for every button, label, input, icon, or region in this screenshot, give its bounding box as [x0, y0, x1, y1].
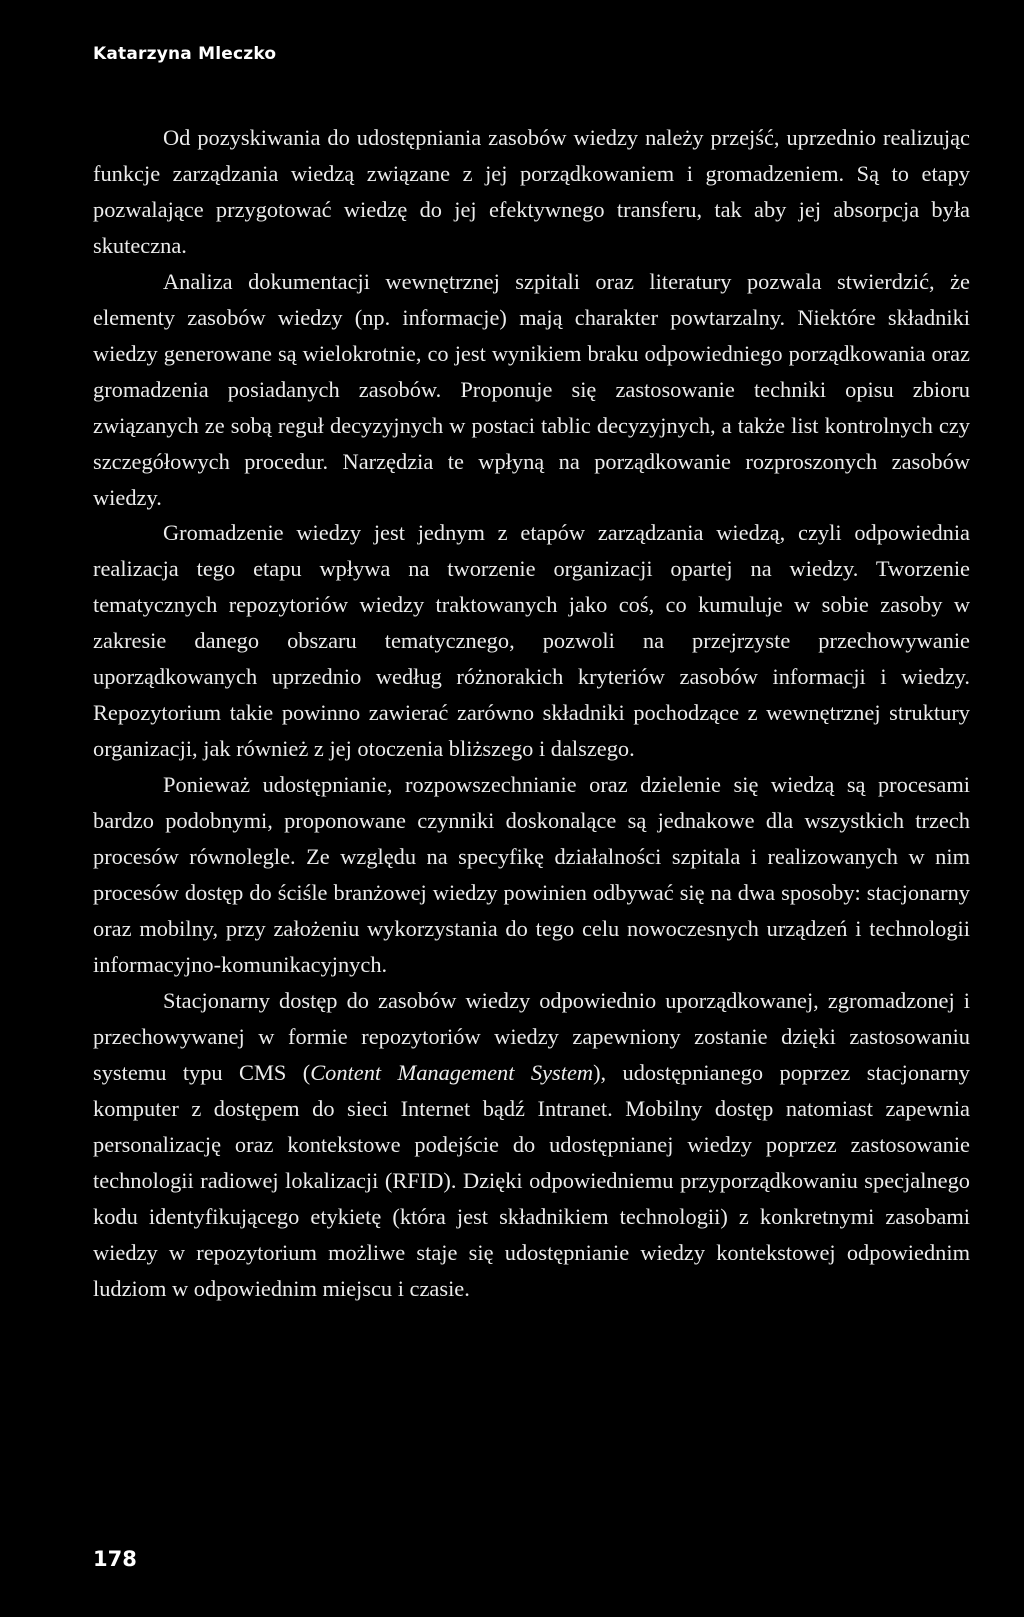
paragraph-5-text-after: ), udostępnianego poprzez stacjonarny komputer z dostępem do sieci Internet bądź Intranet. Mobilny dostęp natomiast zapewnia personalizację oraz kontekstowe podejście do udostępnianej wiedzy poprzez zastosowanie technologii radiowej lokalizacji (RFID). Dzięki odpowiedniemu przyporządkowaniu specjalnego kodu identyfikującego etykietę (która jest składnikiem technologii) z konkretnymi zasobami wiedzy w repozytorium możliwe staje się udostępnianie wiedzy kontekstowej odpowiednim ludziom w odpowiednim miejscu i czasie.: [93, 1059, 970, 1301]
paragraph-4: Ponieważ udostępnianie, rozpowszechnianie oraz dzielenie się wiedzą są procesami bardzo podobnymi, proponowane czynniki doskonalące są jednakowe dla wszystkich trzech procesów równolegle. Ze względu na specyfikę działalności szpitala i realizowanych w nim procesów dostęp do ściśle branżowej wiedzy powinien odbywać się na dwa sposoby: stacjonarny oraz mobilny, przy założeniu wykorzystania do tego celu nowoczesnych urządzeń i technologii informacyjno-komunikacyjnych.: [93, 772, 970, 977]
paragraph-2: Analiza dokumentacji wewnętrznej szpitali oraz literatury pozwala stwierdzić, że elementy zasobów wiedzy (np. informacje) mają charakter powtarzalny. Niektóre składniki wiedzy generowane są wielokrotnie, co jest wynikiem braku odpowiedniego porządkowania oraz gromadzenia posiadanych zasobów. Proponuje się zastosowanie techniki opisu zbioru związanych ze sobą reguł decyzyjnych w postaci tablic decyzyjnych, a także list kontrolnych czy szczegółowych procedur. Narzędzia te wpłyną na porządkowanie rozproszonych zasobów wiedzy.: [93, 268, 970, 510]
page-number: 178: [93, 1547, 137, 1571]
paragraph-5-text-before: Stacjonarny dostęp do zasobów wiedzy odpowiednio uporządkowanej, zgromadzonej i przechowywanej w formie repozytoriów wiedzy zapewniony zostanie dzięki zastosowaniu systemu typu CMS (: [93, 987, 970, 1085]
paragraph-5-italic-term: Content Management System: [310, 1059, 594, 1085]
paragraph-3: Gromadzenie wiedzy jest jednym z etapów zarządzania wiedzą, czyli odpowiednia realizacja tego etapu wpływa na tworzenie organizacji opartej na wiedzy. Tworzenie tematycznych repozytoriów wiedzy traktowanych jako coś, co kumuluje w sobie zasoby w zakresie danego obszaru tematycznego, pozwoli na przejrzyste przechowywanie uporządkowanych uprzednio według różnorakich kryteriów zasobów informacji i wiedzy. Repozytorium takie powinno zawierać zarówno składniki pochodzące z wewnętrznej struktury organizacji, jak również z jej otoczenia bliższego i dalszego.: [93, 520, 970, 762]
paragraph-5: [93, 983, 970, 1307]
running-header-author: Katarzyna Mleczko: [93, 44, 277, 64]
paragraph-1: Od pozyskiwania do udostępniania zasobów wiedzy należy przejść, uprzednio realizując funkcje zarządzania wiedzą związane z jej porządkowaniem i gromadzeniem. Są to etapy pozwalające przygotować wiedzę do jej efektywnego transferu, tak aby jej absorpcja była skuteczna.: [93, 125, 970, 258]
body-text: [93, 120, 970, 1306]
